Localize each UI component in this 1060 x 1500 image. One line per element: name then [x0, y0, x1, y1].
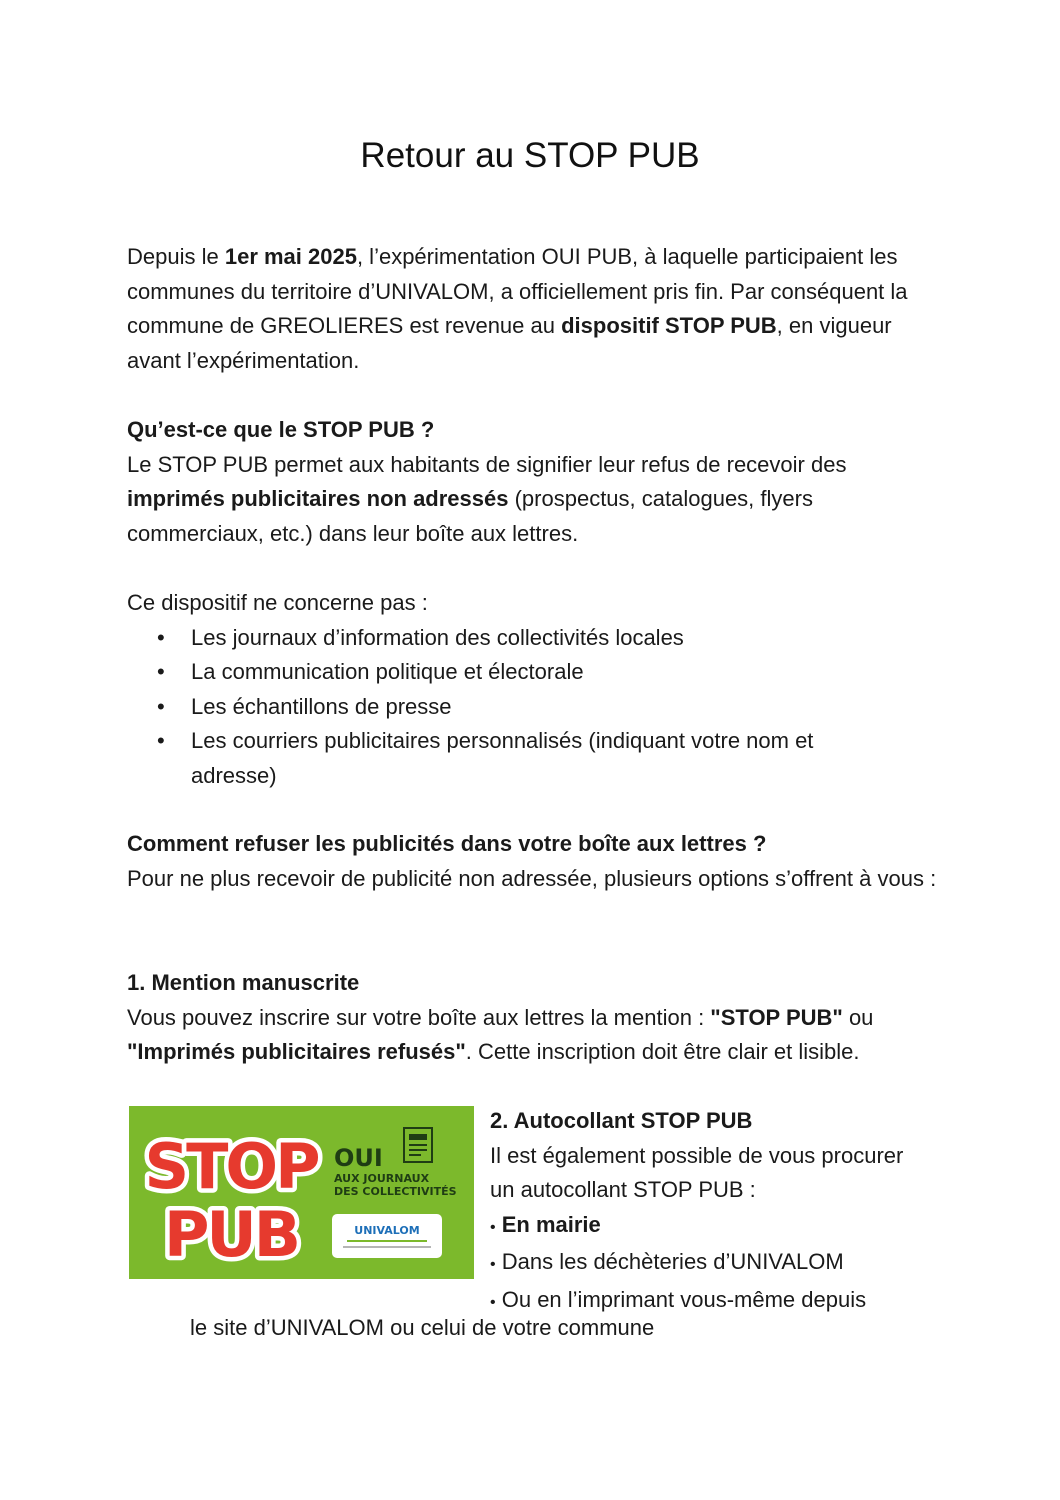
- option-2-item-mairie: En mairie: [501, 1211, 601, 1237]
- option-2-item-imprimer: Ou en l’imprimant vous-même depuis: [501, 1286, 867, 1312]
- exclusions-intro: Ce dispositif ne concerne pas :: [127, 590, 428, 615]
- option-1-text-2: ou: [842, 1004, 874, 1030]
- sticker-oui-text: OUI: [334, 1144, 383, 1172]
- sticker-line-1: AUX JOURNAUX: [334, 1172, 430, 1185]
- intro-text-2: , l’expérimentation OUI PUB, à laquelle participaient les communes du territoire d’UNIVALOM, a officiellement pris fin. Par conséquent la commune de GREOLIERES est revenue au: [127, 244, 908, 339]
- intro-text-3: , en vigueur avant l’expérimentation.: [127, 313, 892, 373]
- univalom-logo: UNIVALOM: [354, 1224, 420, 1237]
- section-what-heading: Qu’est-ce que le STOP PUB ?: [127, 417, 435, 442]
- option-2-tail: le site d’UNIVALOM ou celui de votre commune: [190, 1315, 655, 1340]
- section-how-paragraph: Pour ne plus recevoir de publicité non adressée, plusieurs options s’offrent à vous :: [127, 865, 937, 891]
- page-title: Retour au STOP PUB: [360, 136, 700, 175]
- option-1-heading: 1. Mention manuscrite: [127, 970, 360, 995]
- sticker-stop-text: STOP: [144, 1130, 318, 1203]
- list-item: [490, 1245, 930, 1283]
- option-1-text-1: Vous pouvez inscrire sur votre boîte aux lettres la mention :: [127, 1004, 711, 1030]
- list-item: [490, 1208, 930, 1246]
- option-1: [127, 966, 937, 1070]
- list-item: • Les courriers publicitaires personnalisés (indiquant votre nom et adresse): [127, 724, 937, 793]
- bullet-marker: •: [490, 1256, 496, 1274]
- stop-pub-sticker-image: [129, 1106, 474, 1279]
- section-how-heading: Comment refuser les publicités dans votre boîte aux lettres ?: [127, 831, 767, 856]
- section-what: [127, 413, 937, 551]
- list-item: • La communication politique et électorale: [127, 655, 937, 690]
- option-2-heading: 2. Autocollant STOP PUB: [490, 1108, 753, 1133]
- list-item: • Les échantillons de presse: [127, 690, 937, 725]
- section-what-paragraph: [127, 448, 937, 552]
- intro-date: 1er mai 2025: [224, 244, 357, 269]
- intro-text-1: Depuis le: [127, 244, 225, 269]
- bullet-marker: •: [490, 1293, 496, 1311]
- section-what-text-1: Le STOP PUB permet aux habitants de signifier leur refus de recevoir des: [127, 451, 847, 477]
- bullet-marker: •: [490, 1218, 496, 1236]
- section-what-text-2: (prospectus, catalogues, flyers commerciaux, etc.) dans leur boîte aux lettres.: [127, 486, 813, 546]
- intro-paragraph: [127, 240, 937, 378]
- option-1-quote-1: "STOP PUB": [710, 1004, 843, 1030]
- intro-dispositif: dispositif STOP PUB: [561, 313, 777, 339]
- option-2-item-decheteries: Dans les déchèteries d’UNIVALOM: [501, 1249, 844, 1275]
- sticker-graphic: [129, 1106, 474, 1279]
- exclusions-section: [127, 586, 937, 794]
- option-1-text-3: . Cette inscription doit être clair et lisible.: [465, 1039, 860, 1065]
- option-2-paragraph: Il est également possible de vous procurer un autocollant STOP PUB :: [490, 1142, 904, 1203]
- section-what-bold: imprimés publicitaires non adressés: [127, 486, 509, 512]
- section-how: [127, 827, 937, 896]
- option-1-quote-2: "Imprimés publicitaires refusés": [127, 1039, 466, 1065]
- list-item: • Les journaux d’information des collectivités locales: [127, 621, 937, 656]
- sticker-pub-text: PUB: [163, 1198, 299, 1271]
- option-2: [490, 1104, 930, 1321]
- option-1-paragraph: [127, 1001, 937, 1070]
- sticker-line-2: DES COLLECTIVITÉS: [334, 1185, 457, 1198]
- exclusions-list: [127, 621, 937, 794]
